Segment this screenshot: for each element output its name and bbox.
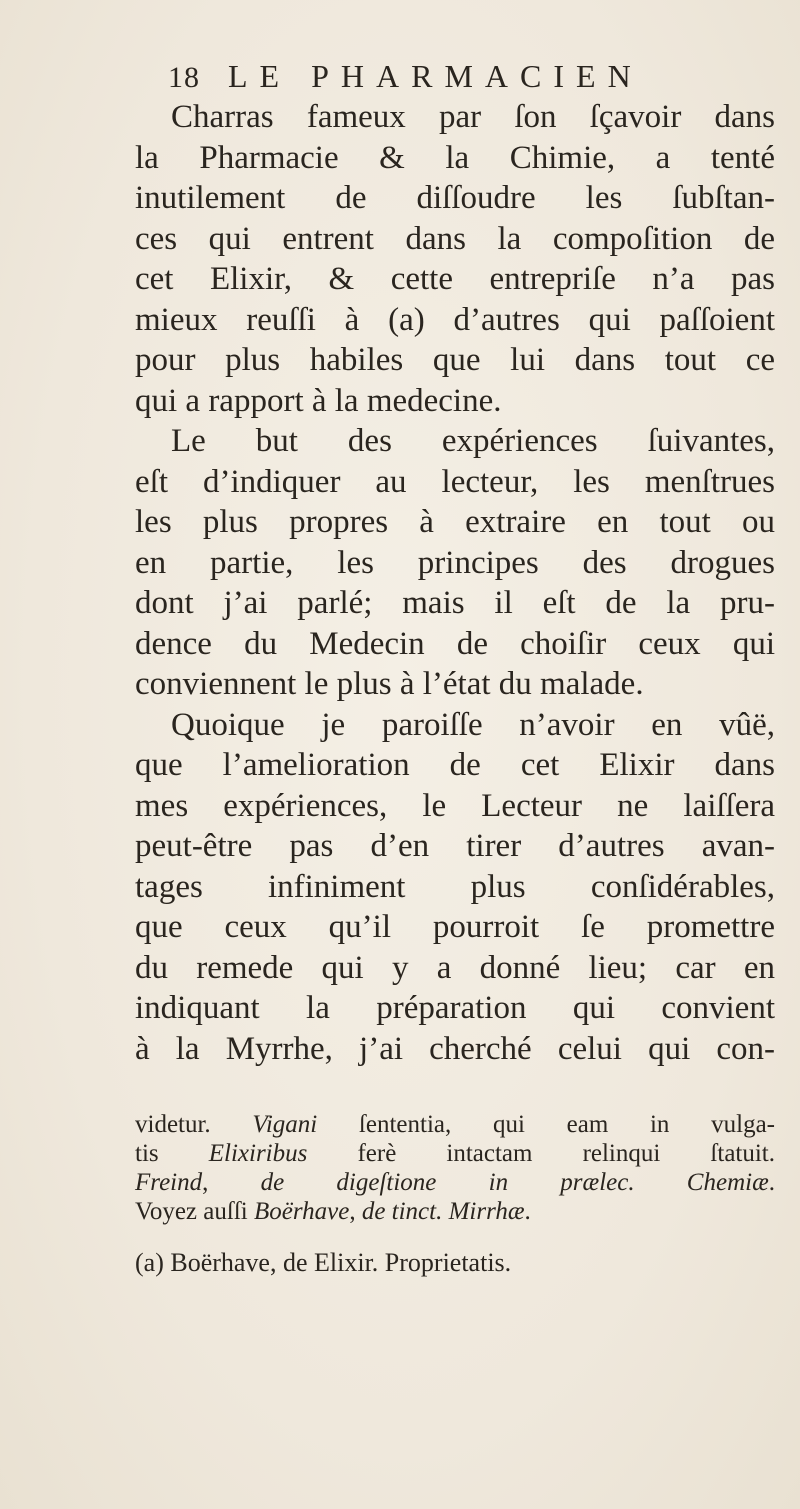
text-line: Quoique je paroiſſe n’avoir en vûë, bbox=[171, 706, 775, 743]
footnote-a: (a) Boërhave, de Elixir. Proprietatis. bbox=[135, 1248, 512, 1277]
text-line: la Pharmacie & la Chimie, a tenté bbox=[135, 139, 775, 176]
footnote-italic: de tinct. Mirrhæ bbox=[361, 1198, 525, 1225]
text-line: mes expériences, le Lecteur ne laiſſera bbox=[135, 787, 775, 824]
footnote-text: videtur. bbox=[135, 1111, 253, 1138]
text-line: du remede qui y a donné lieu; car en bbox=[135, 949, 775, 986]
footnote-italic: Boërhave bbox=[253, 1198, 350, 1225]
footnote-text: . bbox=[524, 1198, 531, 1225]
text-line: eſt d’indiquer au lecteur, les menſtrues bbox=[135, 463, 775, 500]
text-line: indiquant la préparation qui convient bbox=[135, 990, 775, 1026]
footnote-italic: Freind bbox=[135, 1169, 203, 1196]
footnote-line bbox=[135, 1168, 775, 1197]
text-line: en partie, les principes des drogues bbox=[135, 544, 775, 581]
footnote-text: . bbox=[768, 1169, 776, 1196]
text-line: tages infiniment plus conſidérables, bbox=[135, 868, 775, 905]
footnote-text: ſententia, qui eam in vulga- bbox=[317, 1111, 776, 1138]
text-line: cet Elixir, & cette entrepriſe n’a pas bbox=[135, 261, 775, 297]
text-line: mieux reuſſi à (a) d’autres qui paſſoient bbox=[135, 301, 775, 338]
text-line: Le but des expériences ſuivantes, bbox=[171, 423, 775, 459]
footnote-text: , bbox=[349, 1198, 362, 1225]
footnote-italic: de digeſtione in prælec. Chemiæ bbox=[260, 1169, 769, 1196]
page-header bbox=[168, 58, 728, 102]
footnotes bbox=[135, 1110, 775, 1278]
text-line: inutilement de diſſoudre les ſubſtan- bbox=[135, 180, 775, 216]
page-number: 18 bbox=[168, 61, 200, 94]
text-line: ces qui entrent dans la compoſition de bbox=[135, 220, 775, 257]
text-line: les plus propres à extraire en tout ou bbox=[135, 504, 775, 540]
footnote-text: Voyez auſſi bbox=[135, 1198, 254, 1225]
footnote-line bbox=[135, 1139, 775, 1168]
text-line: dont j’ai parlé; mais il eſt de la pru- bbox=[135, 585, 775, 621]
text-line: à la Myrrhe, j’ai cherché celui qui con- bbox=[135, 1030, 775, 1067]
text-line: que ceux qu’il pourroit ſe promettre bbox=[135, 909, 775, 945]
text-line: qui a rapport à la medecine. bbox=[135, 382, 502, 419]
footnote-line bbox=[135, 1110, 775, 1139]
footnote-italic: Elixiribus bbox=[208, 1140, 308, 1167]
footnote-line bbox=[135, 1197, 775, 1226]
text-line: pour plus habiles que lui dans tout ce bbox=[135, 342, 775, 378]
text-line: dence du Medecin de choiſir ceux qui bbox=[135, 625, 775, 662]
text-line: conviennent le plus à l’état du malade. bbox=[135, 666, 644, 702]
footnote-text: ferè intactam relinqui ſtatuit. bbox=[307, 1140, 776, 1167]
text-line: Charras fameux par ſon ſçavoir dans bbox=[171, 99, 775, 135]
main-text bbox=[135, 97, 775, 1069]
running-title: LE PHARMACIEN bbox=[228, 58, 643, 94]
footnote-italic: Vigani bbox=[252, 1111, 318, 1138]
text-line: peut-être pas d’en tirer d’autres avan- bbox=[135, 828, 775, 864]
footnote-text: , bbox=[202, 1169, 261, 1196]
text-line: que l’amelioration de cet Elixir dans bbox=[135, 747, 775, 783]
footnote-text: tis bbox=[135, 1140, 209, 1167]
